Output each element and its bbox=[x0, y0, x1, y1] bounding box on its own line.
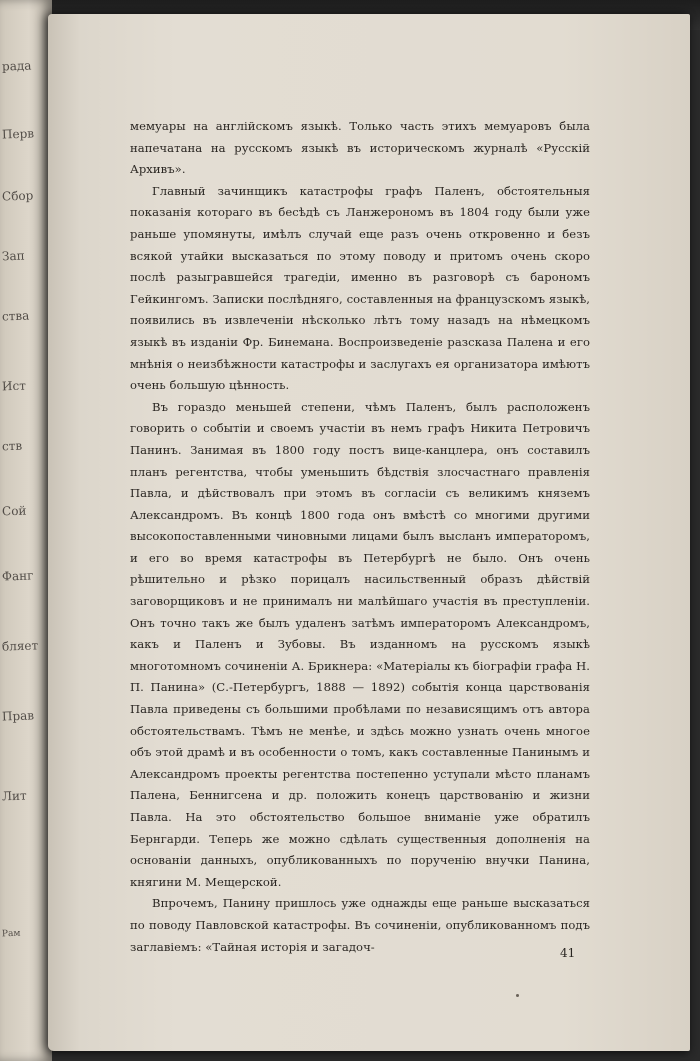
left-page-text-fragment: Сбор bbox=[1, 188, 34, 204]
left-page-text-fragment: бляет bbox=[1, 638, 39, 654]
left-page-text-fragment: рада bbox=[1, 58, 32, 74]
paragraph: Впрочемъ, Панину пришлось уже однажды еще раньше высказаться по поводу Павловской катастрофы. Въ сочиненіи, опубликованномъ подъ заглавіемъ: «Тайная исторія и загадоч- bbox=[130, 896, 590, 954]
book-page bbox=[48, 14, 690, 1051]
paper-speck bbox=[516, 994, 519, 997]
left-page-text-fragment: ств bbox=[1, 438, 23, 454]
body-text bbox=[130, 116, 590, 958]
page-number: 41 bbox=[560, 946, 576, 960]
left-page-edge bbox=[0, 0, 52, 1061]
left-page-text-fragment: Лит bbox=[1, 788, 27, 804]
left-page-text-fragment: Перв bbox=[1, 126, 35, 142]
left-page-text-fragment: Зап bbox=[1, 248, 25, 264]
left-page-text-fragment: Рам bbox=[1, 928, 21, 940]
paragraph: Въ гораздо меньшей степени, чѣмъ Паленъ, былъ расположенъ говорить о событіи и своемъ участіи въ немъ графъ Никита Петровичъ Панинъ. Занимая въ 1800 году постъ вице-канцлера, онъ составилъ планъ регентства, чтобы уменьшить бѣдствія злосчастнаго правленія Павла, и дѣйствовалъ при этомъ въ согласіи съ великимъ княземъ Александромъ. Въ концѣ 1800 года онъ вмѣстѣ со многими другими высокопоставленными чиновными лицами былъ высланъ императоромъ, и его во время катастрофы въ Петербургѣ не было. Онъ очень рѣшительно и рѣзко порицалъ насильственный образъ дѣйствій заговорщиковъ и не принималъ ни малѣйшаго участія въ преступленіи. Онъ точно такъ же былъ удаленъ затѣмъ императоромъ Александромъ, какъ и Паленъ и Зубовы. Въ изданномъ на русскомъ языкѣ многотомномъ сочиненіи А. Брикнера: «Матеріалы къ біографіи графа Н. П. Панина» (С.-Петербургъ, 1888 — 1892) событія конца царствованія Павла приведены съ большими пробѣлами по независящимъ отъ автора обстоятельствамъ. Тѣмъ не менѣе, и здѣсь можно узнать очень многое объ этой драмѣ и въ особенности о томъ, какъ составленные Панинымъ и Александромъ проекты регентства постепенно уступали мѣсто планамъ Палена, Беннигсена и др. положить конецъ царствованію и жизни Павла. На это обстоятельство большое вниманіе уже обратилъ Бернгарди. Теперь же можно сдѣлать существенныя дополненія на основаніи данныхъ, опубликованныхъ по порученію внучки Панина, княгини М. Мещерской. bbox=[130, 399, 590, 889]
left-page-text-fragment: Фанг bbox=[1, 568, 34, 584]
left-page-text-fragment: ства bbox=[1, 308, 30, 324]
paragraph: Главный зачинщикъ катастрофы графъ Паленъ, обстоятельныя показанія котораго въ бесѣдѣ съ Ланжерономъ въ 1804 году были уже раньше упомянуты, имѣлъ случай еще разъ очень откровенно и безъ всякой утайки высказаться по этому поводу и притомъ очень скоро послѣ разыгравшейся трагедіи, именно въ разговорѣ съ барономъ Гейкингомъ. Записки послѣдняго, составленныя на французскомъ языкѣ, появились въ извлеченіи нѣсколько лѣтъ тому назадъ на нѣмецкомъ языкѣ въ изданіи Фр. Бинемана. Воспроизведеніе разсказа Палена и его мнѣнія о неизбѣжности катастрофы и заслугахъ ея организатора имѣютъ очень большую цѣнность. bbox=[130, 183, 590, 393]
left-page-text-fragment: Сой bbox=[1, 503, 27, 519]
left-page-text-fragment: Прав bbox=[1, 708, 35, 724]
paragraph: мемуары на англійскомъ языкѣ. Только часть этихъ мемуаровъ была напечатана на русскомъ языкѣ въ историческомъ журналѣ «Русскій Архивъ». bbox=[130, 119, 590, 177]
left-page-text-fragment: Ист bbox=[1, 378, 27, 394]
